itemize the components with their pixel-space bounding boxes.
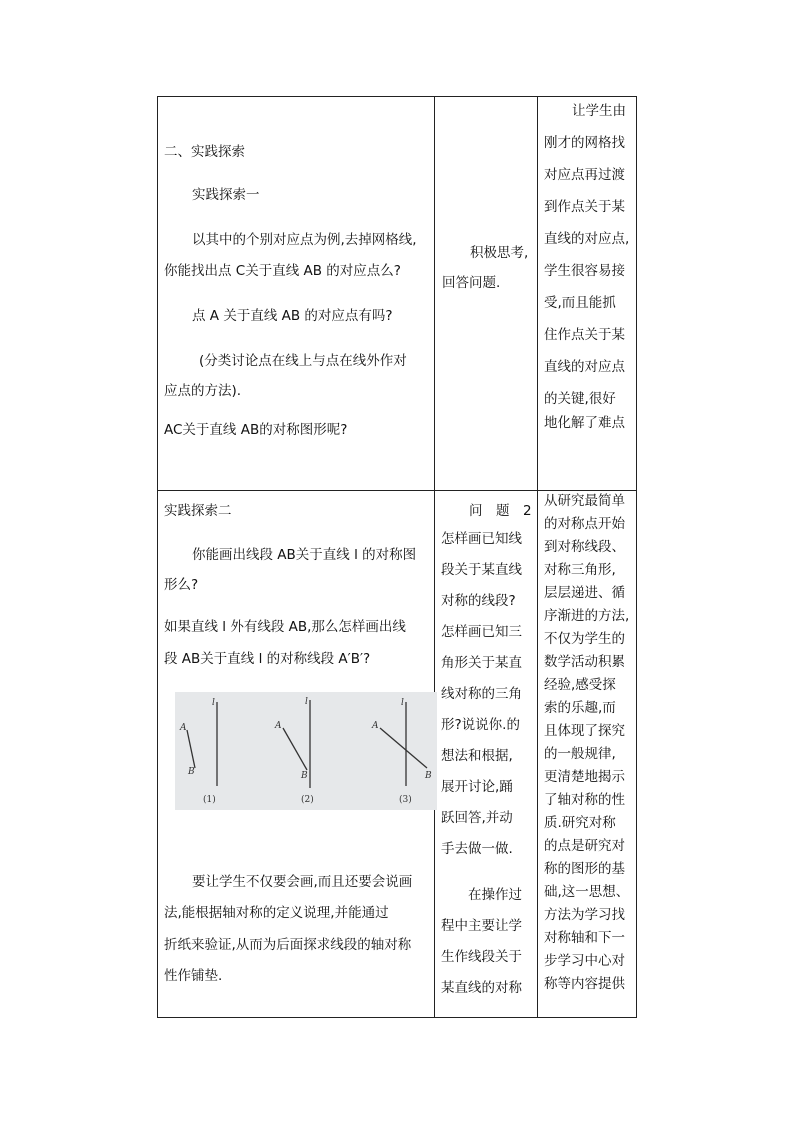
row2-activity-cell: [434, 490, 537, 1017]
activity-line: 手去做一做.: [441, 841, 513, 857]
subtitle: 实践探索二: [164, 503, 232, 519]
intent-line: 了轴对称的性: [544, 792, 625, 808]
paragraph-line: 你能找出点 C关于直线 AB 的对应点么?: [164, 263, 401, 279]
caption-1: (1): [203, 795, 216, 805]
activity-line: 怎样画已知线: [441, 531, 522, 547]
intent-line: 让学生由: [572, 103, 626, 119]
activity-line: 在操作过: [468, 887, 522, 903]
intent-line: 方法为学习找: [544, 907, 625, 923]
intent-line: 的点是研究对: [544, 838, 625, 854]
caption-2: (2): [301, 795, 314, 805]
label-b: B: [301, 771, 308, 781]
intent-line: 受,而且能抓: [544, 295, 616, 311]
intent-line: 序渐进的方法,: [544, 608, 630, 624]
intent-line: 不仅为学生的: [544, 631, 625, 647]
caption-3: (3): [399, 795, 412, 805]
label-a: A: [372, 721, 379, 731]
intent-line: 经验,感受探: [544, 677, 616, 693]
row2-intent-cell: [537, 490, 637, 1017]
paragraph-line: (分类讨论点在线上与点在线外作对: [199, 353, 407, 369]
intent-line: 称等内容提供: [544, 976, 625, 992]
lesson-table: [157, 96, 637, 1018]
symmetry-figure: [175, 692, 437, 810]
activity-line: 某直线的对称: [441, 980, 522, 996]
intent-line: 对应点再过渡: [544, 167, 625, 183]
intent-line: 地化解了难点: [544, 415, 625, 431]
intent-line: 直线的对应点,: [544, 231, 630, 247]
activity-line: 积极思考,: [470, 245, 529, 261]
activity-line: 跃回答,并动: [441, 810, 513, 826]
activity-line: 回答问题.: [442, 275, 501, 291]
label-l: l: [305, 697, 308, 707]
intent-line: 到对称线段、: [544, 539, 625, 555]
intent-line: 住作点关于某: [544, 327, 625, 343]
intent-line: 的对称点开始: [544, 516, 625, 532]
intent-line: 层层递进、循: [544, 585, 625, 601]
intent-line: 刚才的网格找: [544, 135, 625, 151]
paragraph-line: 形么?: [164, 577, 199, 593]
intent-line: 的关键,很好: [544, 391, 616, 407]
paragraph-line: 折纸来验证,从而为后面探求线段的轴对称: [164, 937, 412, 953]
intent-line: 且体现了探究: [544, 723, 625, 739]
row1-content-cell: [157, 96, 434, 490]
intent-line: 数学活动积累: [544, 654, 625, 670]
figure-svg: [175, 692, 437, 810]
paragraph-line: AC关于直线 AB的对称图形呢?: [164, 422, 348, 438]
label-b: B: [425, 771, 432, 781]
table-border-bottom: [157, 1017, 637, 1018]
label-a: A: [180, 723, 187, 733]
paragraph-line: 应点的方法).: [164, 383, 242, 399]
intent-line: 对称轴和下一: [544, 930, 625, 946]
label-b: B: [188, 767, 195, 777]
section-title: 二、实践探索: [164, 144, 245, 160]
activity-line: 想法和根据,: [441, 748, 513, 764]
paragraph-line: 法,能根据轴对称的定义说理,并能通过: [164, 905, 389, 921]
intent-line: 步学习中心对: [544, 953, 625, 969]
intent-line: 更清楚地揭示: [544, 769, 625, 785]
intent-line: 对称三角形,: [544, 562, 616, 578]
intent-line: 质.研究对称: [544, 815, 616, 831]
label-l: l: [401, 698, 404, 708]
paragraph-line: 你能画出线段 AB关于直线 l 的对称图: [192, 547, 417, 563]
row1-activity-cell: [434, 96, 537, 490]
paragraph-line: 以其中的个别对应点为例,去掉网格线,: [192, 232, 417, 248]
intent-line: 称的图形的基: [544, 861, 625, 877]
row1-intent-cell: [537, 96, 637, 490]
paragraph-line: 段 AB关于直线 l 的对称线段 A′B′?: [164, 651, 371, 667]
label-l: l: [212, 698, 215, 708]
label-a: A: [275, 721, 282, 731]
paragraph-line: 如果直线 l 外有线段 AB,那么怎样画出线: [164, 619, 406, 635]
activity-line: 对称的线段?: [441, 593, 516, 609]
paragraph-line: 要让学生不仅要会画,而且还要会说画: [192, 874, 413, 890]
activity-line: 问 题 2: [469, 503, 532, 519]
activity-line: 形?说说你.的: [441, 717, 520, 733]
segment-ab-3: [380, 728, 427, 768]
segment-ab-1: [187, 730, 195, 768]
activity-line: 角形关于某直: [441, 655, 522, 671]
intent-line: 直线的对应点: [544, 359, 625, 375]
intent-line: 索的乐趣,而: [544, 700, 616, 716]
intent-line: 到作点关于某: [544, 199, 625, 215]
activity-line: 线对称的三角: [441, 686, 522, 702]
activity-line: 生作线段关于: [441, 949, 522, 965]
subtitle: 实践探索一: [192, 187, 260, 203]
activity-line: 段关于某直线: [441, 562, 522, 578]
activity-line: 展开讨论,踊: [441, 779, 513, 795]
activity-line: 怎样画已知三: [441, 624, 522, 640]
segment-ab-2: [283, 728, 307, 770]
intent-line: 学生很容易接: [544, 263, 625, 279]
activity-line: 程中主要让学: [441, 918, 522, 934]
intent-line: 从研究最简单: [544, 493, 625, 509]
paragraph-line: 性作铺垫.: [164, 968, 223, 984]
intent-line: 的一般规律,: [544, 746, 616, 762]
paragraph-line: 点 A 关于直线 AB 的对应点有吗?: [192, 308, 393, 324]
intent-line: 础,这一思想、: [544, 884, 630, 900]
